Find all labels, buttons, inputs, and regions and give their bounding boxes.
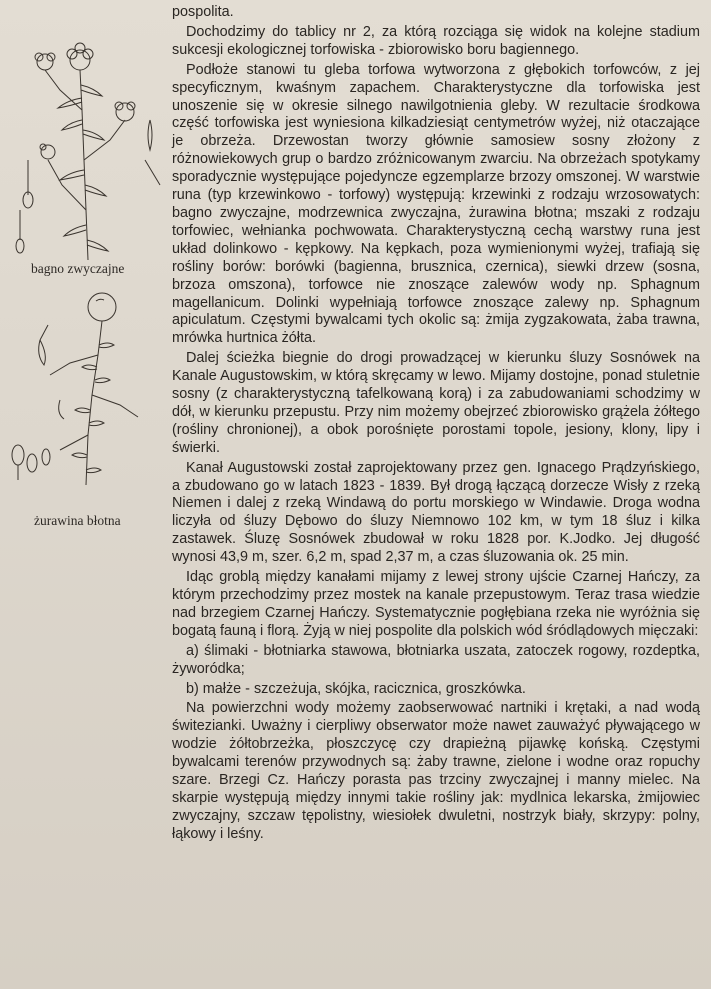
caption-bagno-zwyczajne: bagno zwyczajne (31, 261, 125, 276)
illustrations-column (0, 0, 172, 560)
paragraph: Dalej ścieżka biegnie do drogi prowadzącej w kierunku śluzy Sosnówek na Kanale Augustowskim, w którą skręcamy w lewo. Mijamy dostojne, ponad stuletnie sosny (z charakterystyczną tafelkowaną korą) i za zabudowaniami schodzimy w dół, w kierunku przepustu. Przy nim możemy obejrzeć zbiorowisko grążela żółtego (rośliny chronionej), a obok porośnięte porostami topole, jesiony, klony, lipy i świerki. (172, 350, 700, 456)
paragraph: Podłoże stanowi tu gleba torfowa wytworzona z głębokich torfowców, z jej specyficznym, kwaśnym zapachem. Charakterystyczne dla torfowiska jest unoszenie się w okresie silnego nawilgotnienia gleby. W rezultacie środkowa część torfowiska jest wyniesiona kilkadziesiąt centymetrów wyżej, niż otaczające je obrzeża. Drzewostan tworzy głównie samosiew sosny złożony z różnowiekowych grup o bardzo zróżnicowanym zwarciu. Na obrzeżach spotykamy sporadycznie występujące pojedyncze egzemplarze brzozy omszonej. W warstwie runa (typ krzewinkowo - torfowy) występują: krzewinki z rodzaju wrzosowatych: bagno zwyczajne, modrzewnica zwyczajna, żurawina błotna; mszaki z rodzaju torfowiec, wełnianka pochwowata. Charakterystyczną cechą warstwy runa jest układ dolinkowo - kępkowy. Na kępkach, poza wymienionymi wyżej, trafiają się rośliny borów: borówki (bagienna, brusznica, czernica), siewki drzew (sosna, brzoza omszona), torfowce nie znoszące zalewów wody np. Sphagnum magellanicum. Dolinki wypełniają torfowce znoszące zalewy np. Sphagnum apiculatum. Częstymi bywalcami tych okolic są: żmija zygzakowata, żaba trawna, mrówka hurtnica żółta. (172, 61, 700, 347)
paragraph: pospolita. (172, 4, 234, 20)
paragraph: Kanał Augustowski został zaprojektowany przez gen. Ignacego Prądzyńskiego, a zbudowano go w latach 1823 - 1839. Był drogą łączącą dorzecze Wisły z rzeką Niemen i dalej z rzeką Windawą do portu morskiego w Windawie. Droga wodna liczyła od śluzy Dębowo do śluzy Niemnowo 102 km, w tym 18 śluz i kilka zastawek. Śluzę Sosnówek zbudował w roku 1828 por. K.Jodko. Jej długość wynosi 43,9 m, szer. 6,2 m, spad 2,37 m, a czas śluzowania ok. 25 min. (172, 459, 700, 566)
paragraph: Na powierzchni wody możemy zaobserwować nartniki i krętaki, a nad wodą świtezianki. Uważny i cierpliwy obserwator może nawet zauważyć pływającego w wodzie żółtobrzeżka, płoszczycę czy drapieżną pijawkę końską. Częstymi bywalcami terenów przywodnych są: żaby trawne, zielone i wodne oraz ropuchy szare. Brzegi Cz. Hańczy porasta pas trzciny zwyczajnej i manny mielec. Na skarpie występują między innymi takie rośliny jak: mydlnica lekarska, żmijowiec zwyczajny, szczaw tępolistny, wiesiołek dwuletni, nostrzyk biały, skrzypy: polny, łąkowy i leśny. (172, 700, 700, 842)
zurawina-blotna-illustration (0, 285, 172, 505)
bagno-zwyczajne-illustration (0, 10, 172, 265)
list-item: a) ślimaki - błotniarka stawowa, błotniarka uszata, zatoczek rogowy, rozdeptka, żyworódka; (172, 642, 700, 677)
paragraph: Idąc groblą między kanałami mijamy z lewej strony ujście Czarnej Hańczy, za którym przechodzimy przez mostek na kanale przepustowym. Teraz trasa wiedzie nad brzegiem Czarnej Hańczy. Systematycznie pogłębiana rzeka nie wyróżnia się bogatą fauną i florą. Żyją w niej pospolite dla polskich wód śródlądowych mięczaki: (172, 569, 700, 639)
body-text (172, 4, 700, 846)
caption-zurawina-blotna: żurawina błotna (34, 513, 121, 528)
paragraph: Dochodzimy do tablicy nr 2, za którą rozciąga się widok na kolejne stadium sukcesji ekologicznej torfowiska - zbiorowisko boru bagiennego. (172, 23, 700, 58)
list-item: b) małże - szczeżuja, skójka, racicznica, groszkówka. (186, 680, 526, 697)
